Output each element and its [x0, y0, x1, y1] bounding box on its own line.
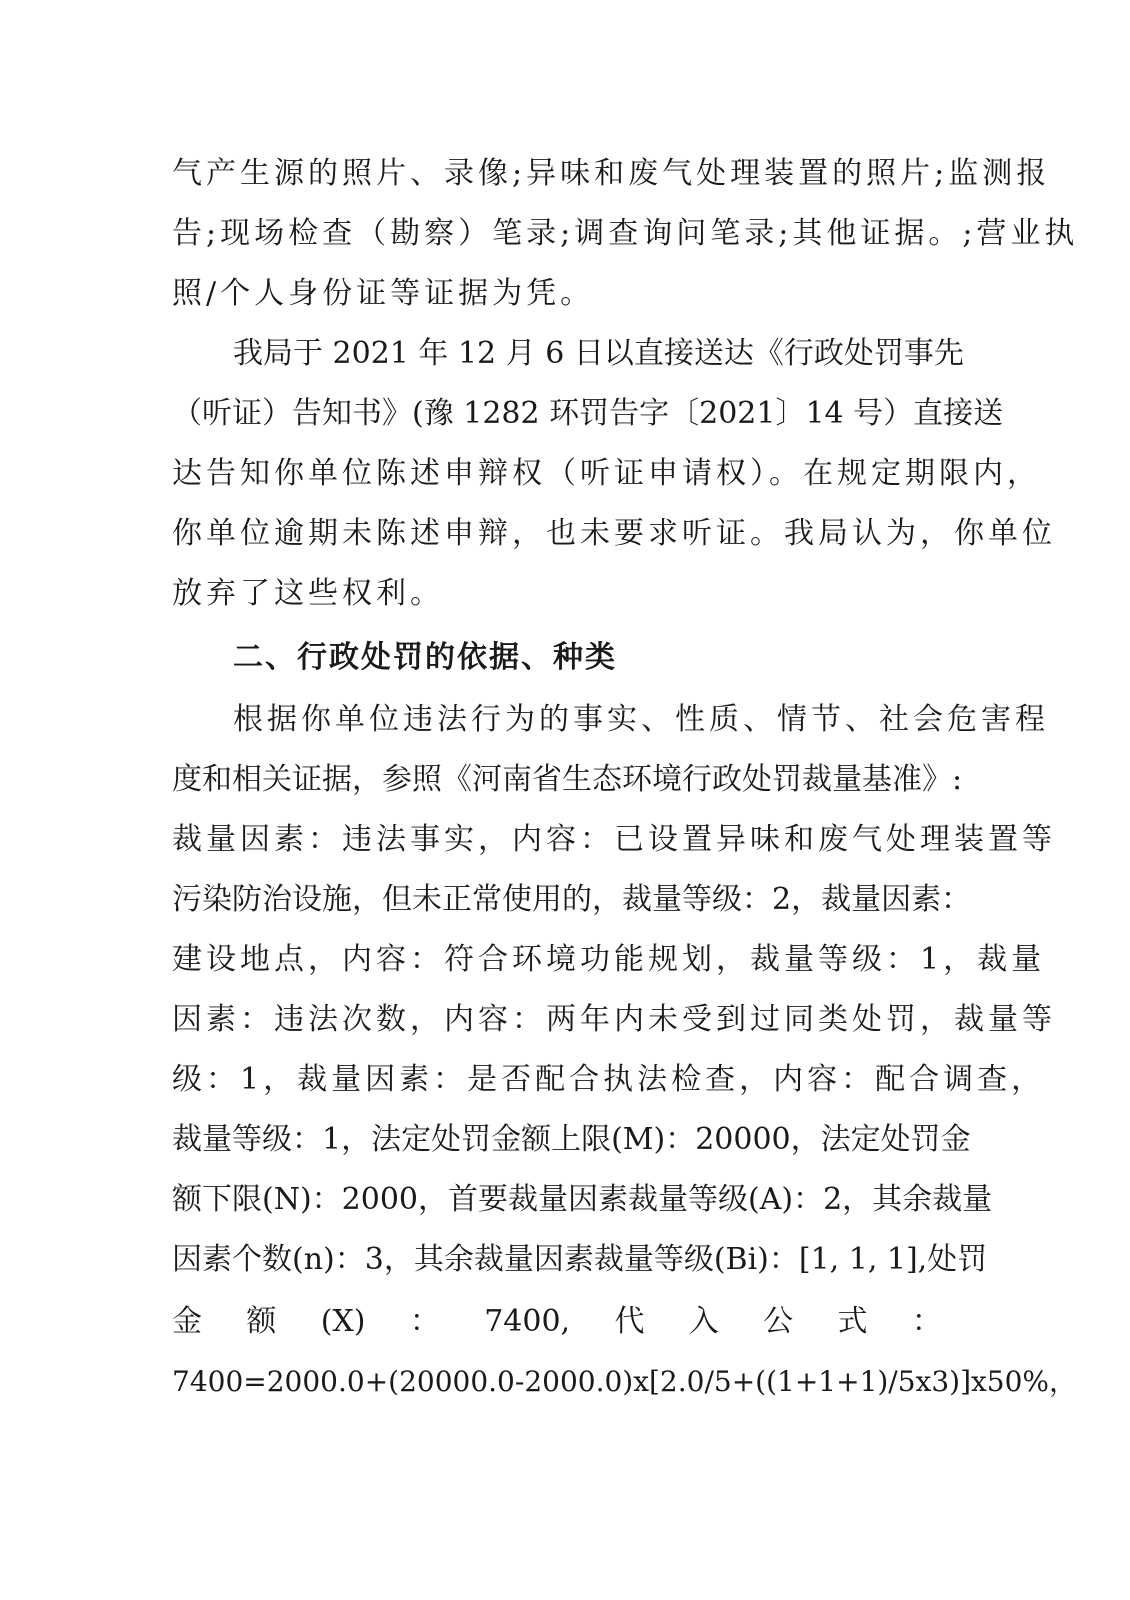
section-heading: 二、行政处罚的依据、种类: [233, 640, 617, 675]
word: 公: [763, 1304, 794, 1339]
text-line: 达告知你单位陈述申辩权（听证申请权）。在规定期限内，: [172, 456, 1041, 491]
word: 金: [172, 1304, 202, 1339]
word: 入: [688, 1304, 719, 1339]
word: 代: [614, 1304, 645, 1339]
text-line: 气产生源的照片、录像;异味和废气处理装置的照片;监测报: [172, 156, 1051, 191]
text-line: 告;现场检查（勘察）笔录;调查询问笔录;其他证据。;营业执: [172, 216, 1079, 251]
justified-text-line: [172, 1300, 942, 1344]
text-line: 放弃了这些权利。: [172, 576, 444, 611]
word: ：: [409, 1304, 440, 1339]
text-line: 照/个人身份证等证据为凭。: [172, 276, 595, 311]
text-line: （听证）告知书》(豫 1282 环罚告字〔2021〕14 号）直接送: [172, 396, 1004, 431]
text-line: 额下限(N)：2000，首要裁量因素裁量等级(A)：2，其余裁量: [172, 1182, 993, 1217]
formula-line: 7400=2000.0+(20000.0-2000.0)x[2.0/5+((1+1+1)/5x3)]x50%，: [172, 1365, 1078, 1398]
text-line: 级：1，裁量因素：是否配合执法检查，内容：配合调查，: [172, 1062, 1046, 1097]
text-line: 污染防治设施，但未正常使用的，裁量等级：2，裁量因素：: [172, 882, 972, 917]
text-line: 我局于 2021 年 12 月 6 日以直接送达《行政处罚事先: [233, 336, 964, 371]
word: ：: [911, 1304, 942, 1339]
word: 式: [837, 1304, 868, 1339]
text-line: 你单位逾期未陈述申辩，也未要求听证。我局认为，你单位: [172, 516, 1056, 551]
text-line: 根据你单位违法行为的事实、性质、情节、社会危害程: [233, 702, 1049, 737]
text-line: 因素：违法次数，内容：两年内未受到过同类处罚，裁量等: [172, 1002, 1056, 1037]
word: 7400,: [484, 1304, 571, 1339]
text-line: 建设地点，内容：符合环境功能规划，裁量等级：1，裁量: [172, 942, 1046, 977]
text-line: 裁量因素：违法事实，内容：已设置异味和废气处理装置等: [172, 822, 1056, 857]
text-line: 裁量等级：1，法定处罚金额上限(M)：20000，法定处罚金: [172, 1122, 971, 1157]
text-line: 度和相关证据，参照《河南省生态环境行政处罚裁量基准》:: [172, 762, 963, 797]
word: 额: [246, 1304, 277, 1339]
word: (X): [320, 1304, 366, 1339]
text-line: 因素个数(n)：3，其余裁量因素裁量等级(Bi)：[1, 1, 1],处罚: [172, 1242, 988, 1277]
